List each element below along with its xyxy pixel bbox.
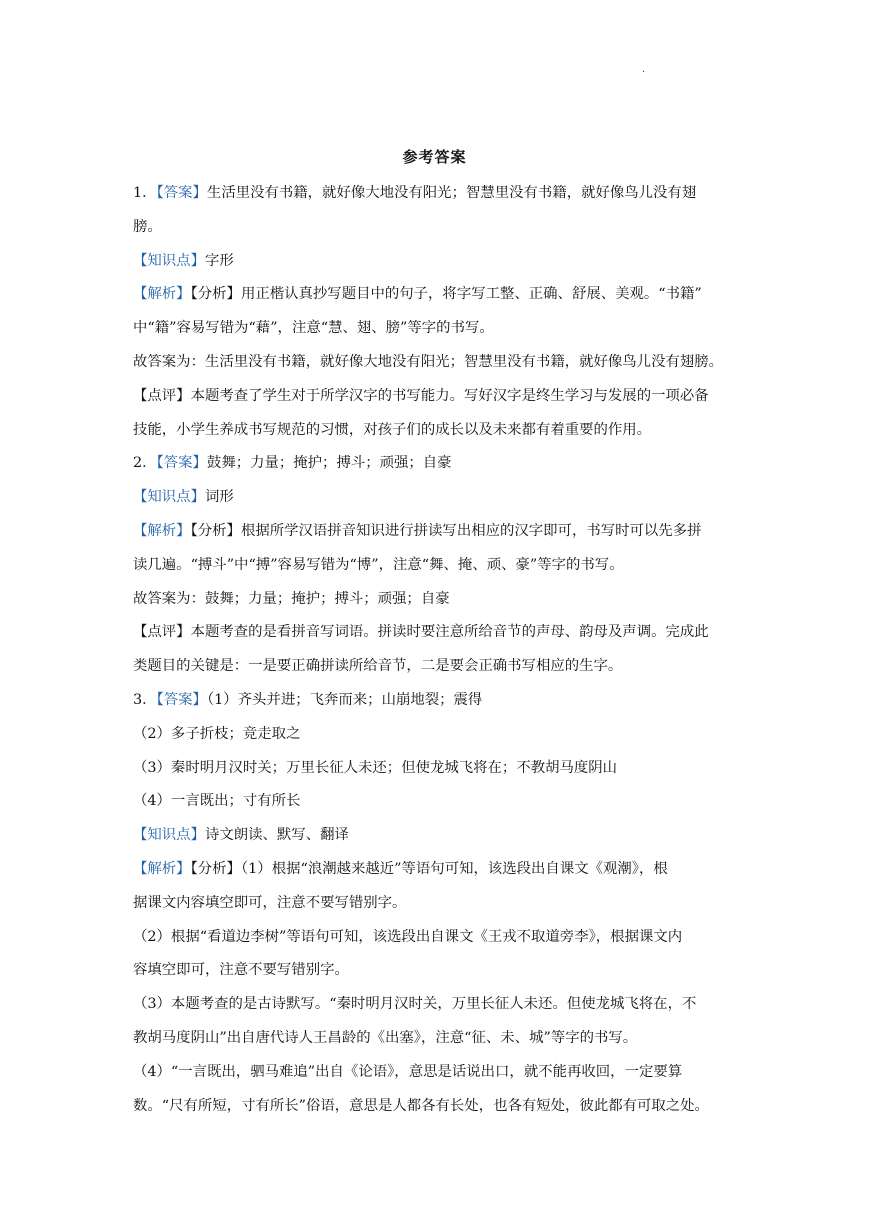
line-text: （4）一言既出；寸有所长: [133, 793, 301, 810]
sub-tag: 【点评】: [133, 387, 191, 404]
text-line: [133, 447, 739, 481]
line-text: 本题考查的是看拼音写词语。拼读时要注意所给音节的声母、韵母及声调。完成此: [190, 624, 709, 641]
page-title: 参考答案: [402, 148, 467, 166]
text-line: [133, 988, 739, 1022]
section-tag: 【解析】: [133, 286, 191, 303]
question-number: 1．: [133, 185, 157, 201]
sub-tag: 【分析】: [190, 286, 241, 303]
line-text: 诗文朗读、默写、翻译: [204, 827, 349, 844]
text-line: [133, 887, 739, 921]
text-line: [133, 921, 739, 955]
line-text: 生活里没有书籍，就好像大地没有阳光；智慧里没有书籍，就好像鸟儿没有翅: [206, 185, 697, 201]
line-text: （1）齐头并进；飞奔而来；山崩地裂；震得: [206, 691, 483, 708]
section-tag: 【解析】: [133, 522, 191, 539]
line-text: 教胡马度阴山”出自唐代诗人王昌龄的《出塞》，注意“征、未、城”等字的书写。: [133, 1029, 638, 1046]
text-line: [133, 1022, 739, 1056]
section-tag: 【知识点】: [133, 252, 205, 269]
line-text: （3）本题考查的是古诗默写。“秦时明月汉时关，万里长征人未还。但使龙城飞将在，不: [133, 996, 697, 1013]
text-line: [133, 954, 739, 988]
text-line: [133, 312, 739, 346]
text-line: [133, 414, 739, 448]
question-number: 3．: [133, 691, 157, 708]
line-text: （2）根据“看道边李树”等语句可知，该选段出自课文《王戎不取道旁李》，根据课文内: [133, 928, 683, 945]
line-text: 数。“尺有所短，寸有所长”俗语，意思是人都各有长处，也各有短处，彼此都有可取之处。: [133, 1097, 709, 1114]
text-line: [133, 346, 739, 380]
text-line: [133, 549, 739, 583]
text-line: [133, 583, 739, 617]
line-text: 本题考查了学生对于所学汉字的书写能力。写好汉字是终生学习与发展的一项必备: [190, 387, 709, 404]
text-line: [133, 515, 739, 549]
question-number: 2．: [133, 455, 157, 472]
line-text: 据课文内容填空即可，注意不要写错别字。: [133, 894, 407, 911]
line-text: 类题目的关键是：一是要正确拼读所给音节，二是要会正确书写相应的生字。: [133, 658, 623, 675]
section-tag: 【答案】: [156, 455, 207, 472]
text-line: [133, 278, 739, 312]
line-text: 故答案为：鼓舞；力量；掩护；搏斗；顽强；自豪: [133, 590, 450, 607]
line-text: （2）多子折枝；竞走取之: [133, 725, 301, 742]
line-text: 读几遍。“搏斗”中“搏”容易写错为“博”，注意“舞、掩、顽、豪”等字的书写。: [133, 556, 624, 573]
text-line: [133, 380, 739, 414]
line-text: （3）秦时明月汉时关；万里长征人未还；但使龙城飞将在；不教胡马度阴山: [133, 759, 618, 776]
section-tag: 【解析】: [133, 860, 191, 877]
answer-content: [133, 177, 739, 1123]
line-text: 技能，小学生养成书写规范的习惯，对孩子们的成长以及未来都有着重要的作用。: [133, 421, 652, 438]
section-tag: 【知识点】: [133, 827, 205, 844]
text-line: [133, 211, 739, 245]
line-text: （1）根据“浪潮越来越近”等语句可知，该选段出自课文《观潮》，根: [240, 860, 668, 877]
text-line: [133, 1056, 739, 1090]
line-text: 字形: [204, 252, 234, 269]
section-tag: 【答案】: [156, 691, 207, 708]
text-line: [133, 752, 739, 786]
line-text: 词形: [204, 489, 234, 506]
sub-tag: 【分析】: [190, 522, 241, 539]
section-tag: 【答案】: [156, 185, 207, 201]
section-tag: 【知识点】: [133, 489, 205, 506]
sub-tag: 【点评】: [133, 624, 191, 641]
line-text: （4）“一言既出，驷马难追”出自《论语》，意思是话说出口，就不能再收回，一定要算: [133, 1063, 683, 1080]
text-line: [133, 785, 739, 819]
text-line: [133, 650, 739, 684]
sub-tag: 【分析】: [190, 860, 241, 877]
text-line: [133, 616, 739, 650]
line-text: 根据所学汉语拼音知识进行拼读写出相应的汉字即可，书写时可以先多拼: [240, 522, 702, 539]
line-text: 用正楷认真抄写题目中的句子，将字写工整、正确、舒展、美观。“书籍”: [240, 286, 702, 303]
text-line: [133, 481, 739, 515]
text-line: [133, 718, 739, 752]
line-text: 中“籍”容易写错为“藉”，注意“慧、翅、膀”等字的书写。: [133, 320, 494, 337]
line-text: 故答案为：生活里没有书籍，就好像大地没有阳光；智慧里没有书籍，就好像鸟儿没有翅膀。: [133, 353, 724, 370]
text-line: [133, 177, 739, 211]
header-dot: .: [642, 64, 646, 75]
line-text: 容填空即可，注意不要写错别字。: [133, 962, 349, 979]
text-line: [133, 245, 739, 279]
text-line: [133, 853, 739, 887]
text-line: [133, 684, 739, 718]
text-line: [133, 819, 739, 853]
line-text: 膀。: [133, 218, 162, 235]
text-line: [133, 1090, 739, 1124]
line-text: 鼓舞；力量；掩护；搏斗；顽强；自豪: [206, 455, 452, 472]
